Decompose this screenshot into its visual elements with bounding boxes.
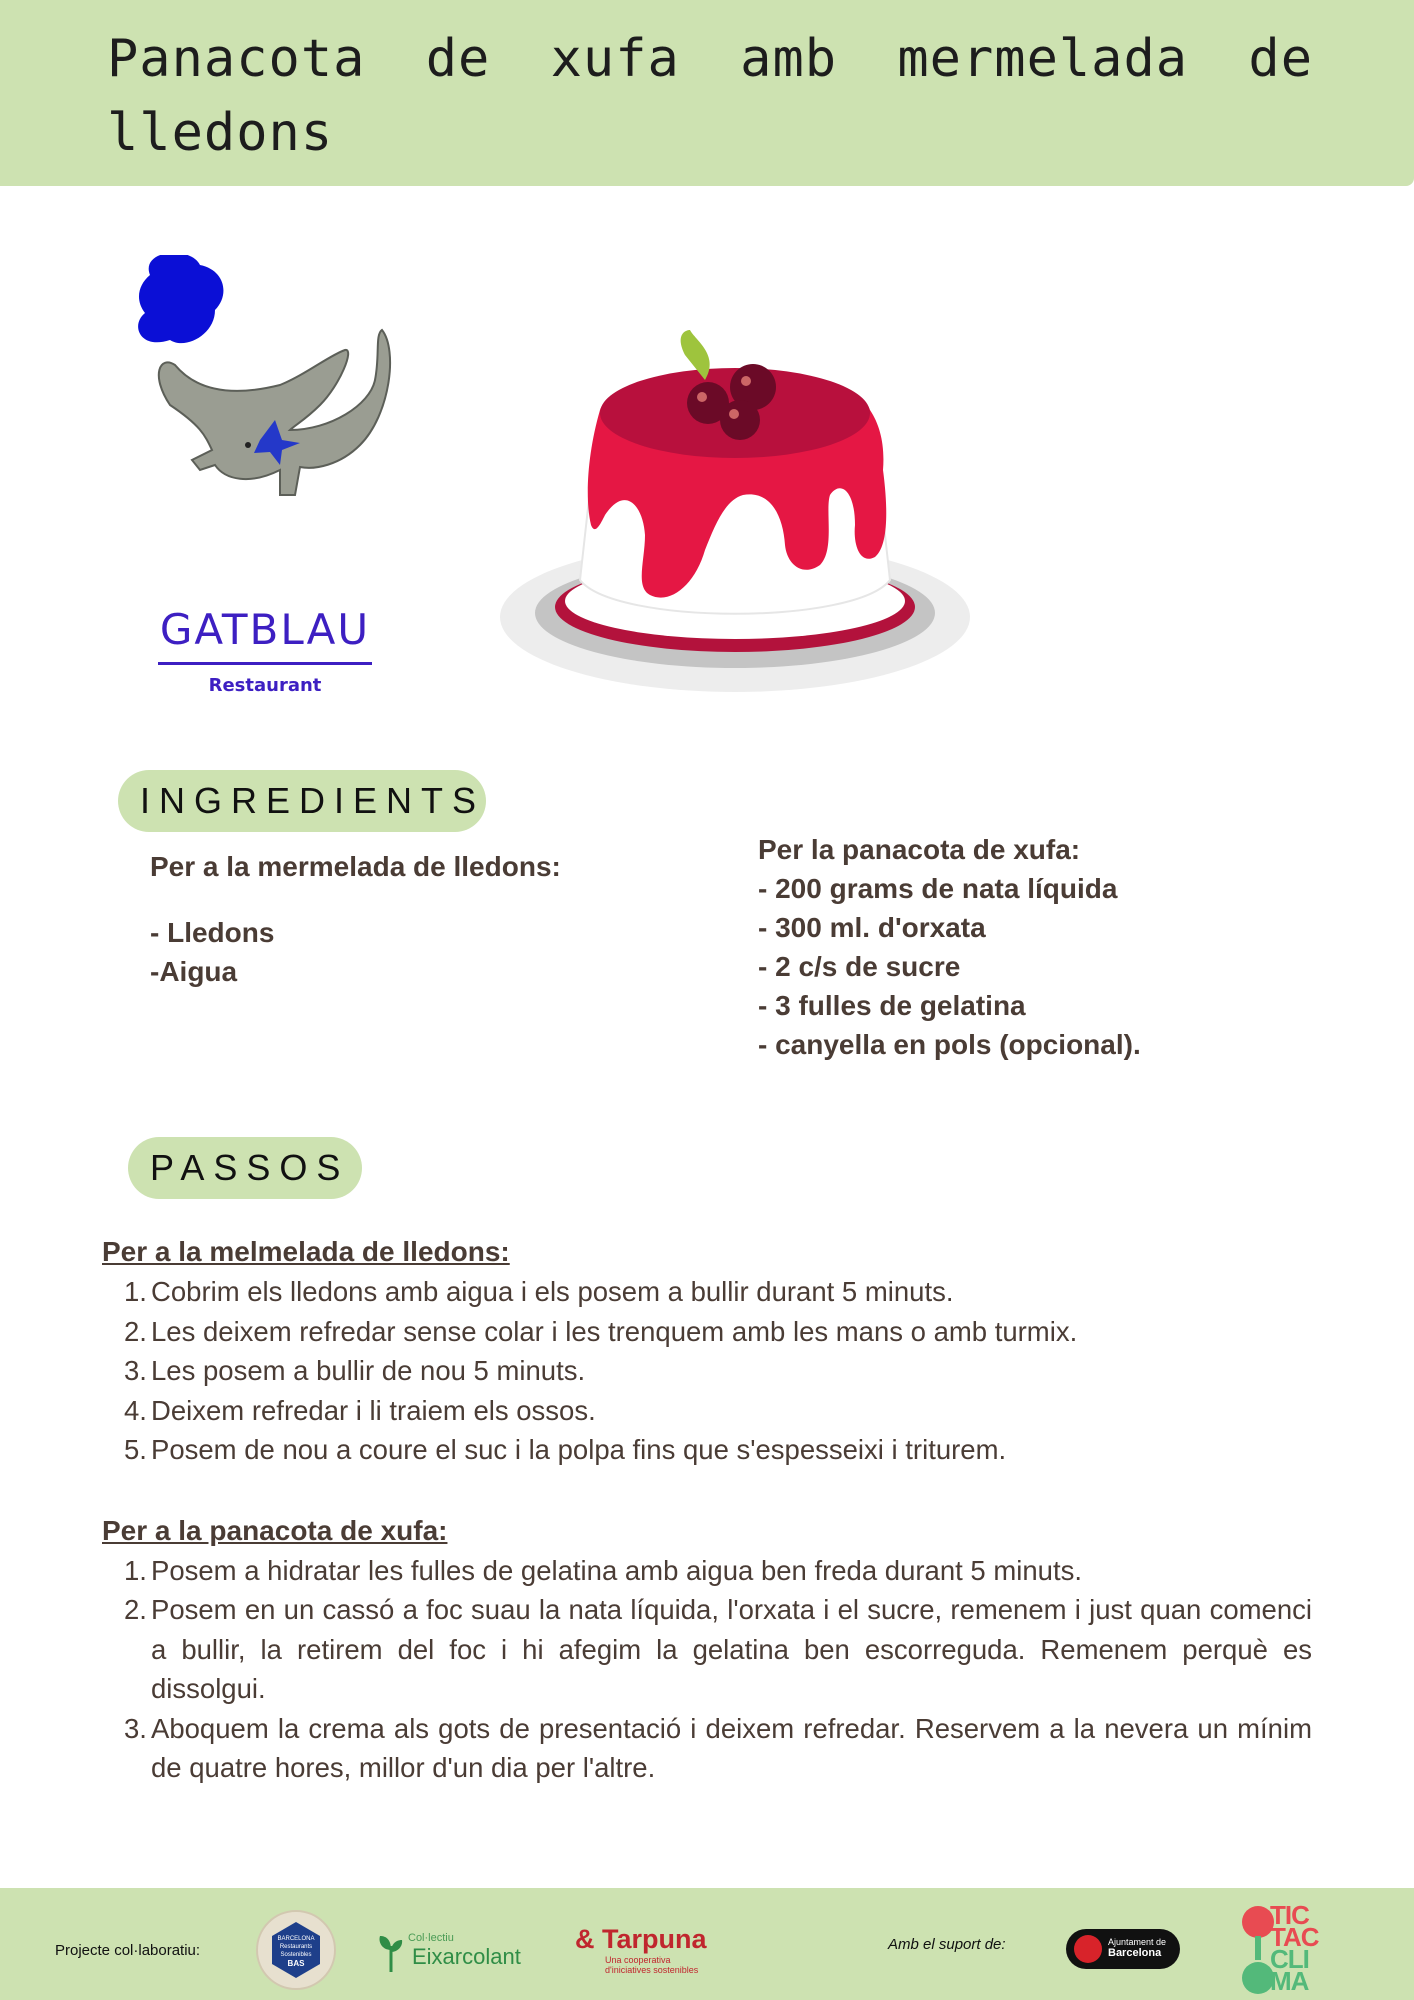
eixarcolant-small: Col·lectiu	[408, 1932, 454, 1944]
tictac-line3: CLI	[1270, 1944, 1309, 1974]
ingredient-item: - canyella en pols (opcional).	[758, 1029, 1141, 1060]
ingredient-item: -Aigua	[150, 956, 238, 987]
ingredient-item: - 300 ml. d'orxata	[758, 912, 986, 943]
tictac-line2: TAC	[1270, 1922, 1319, 1952]
gatblau-cat-illustration	[130, 255, 400, 595]
barcelona-shield-icon	[1074, 1935, 1102, 1963]
steps-panacota-title: Per a la panacota de xufa:	[102, 1514, 448, 1546]
gatblau-logo	[130, 255, 400, 705]
steps-jam-title: Per a la melmelada de lledons:	[102, 1236, 510, 1267]
bas-logo	[256, 1910, 336, 1990]
ajuntament-barcelona-logo	[1066, 1929, 1180, 1969]
logo-underline	[158, 662, 372, 665]
ingredient-item: - Lledons	[150, 917, 275, 948]
step-item: 2. Posem en un cassó a foc suau la nata líquida, l'orxata i el sucre, remenem i just quan comenci a bullir, la retirem del foc i hi afegim la gelatina ben escorreguda. Remenem perquè es dissolgui.	[124, 1594, 1312, 1704]
eixarcolant-name: Eixarcolant	[412, 1944, 521, 1969]
tarpuna-name: & Tarpuna	[575, 1924, 707, 1954]
ingredient-item: - 3 fulles de gelatina	[758, 990, 1026, 1021]
ajuntament-line1: Ajuntament de	[1108, 1937, 1167, 1947]
step-item: 3. Les posem a bullir de nou 5 minuts.	[124, 1355, 586, 1386]
tarpuna-logo	[575, 1924, 707, 1975]
bas-line2: Restaurants	[279, 1944, 313, 1950]
step-item: 3. Aboquem la crema als gots de presentació i deixem refredar. Reservem a la nevera un mínim de quatre hores, millor d'un dia per l'altre.	[124, 1712, 1312, 1783]
step-item: 5. Posem de nou a coure el suc i la polpa fins que s'espesseixi i triturem.	[124, 1434, 1007, 1465]
ajuntament-line2: Barcelona	[1108, 1947, 1162, 1959]
tictac-line1: TIC	[1270, 1900, 1309, 1930]
ingredients-panacota-title: Per la panacota de xufa:	[758, 834, 1081, 865]
ingredients-panacota-column	[758, 830, 1141, 1064]
panacota-illustration	[495, 325, 975, 700]
steps-jam-list	[102, 1272, 1312, 1470]
page-title: Panacota de xufa amb mermelada de lledons	[107, 29, 1313, 163]
header-banner	[0, 0, 1414, 186]
collab-label: Projecte col·laboratiu:	[55, 1942, 201, 1959]
step-item: 1. Cobrim els lledons amb aigua i els posem a bullir durant 5 minuts.	[124, 1276, 954, 1307]
tarpuna-tagline1: Una cooperativa	[605, 1955, 671, 1965]
sprout-icon	[378, 1932, 404, 1972]
tarpuna-tagline2: d'iniciatives sostenibles	[605, 1965, 699, 1975]
ingredients-jam-title: Per a la mermelada de lledons:	[150, 851, 561, 882]
steps-heading: PASSOS	[128, 1137, 362, 1199]
eixarcolant-logo	[378, 1932, 521, 1976]
step-item: 1. Posem a hidratar les fulles de gelatina amb aigua ben freda durant 5 minuts.	[124, 1554, 1082, 1586]
ingredient-item: - 2 c/s de sucre	[758, 951, 961, 982]
bas-line4: BAS	[287, 1959, 305, 1968]
restaurant-name: GATBLAU	[159, 605, 371, 654]
ingredients-heading: INGREDIENTS	[118, 770, 486, 832]
ingredient-item: - 200 grams de nata líquida	[758, 873, 1118, 904]
ingredients-jam-column	[150, 847, 561, 991]
bas-line1: BARCELONA	[277, 1936, 315, 1942]
support-label: Amb el suport de:	[888, 1936, 1006, 1953]
bas-line3: Sostenibles	[280, 1952, 312, 1958]
steps-panacota-list	[102, 1551, 1312, 1788]
footer-banner	[0, 1888, 1414, 2000]
restaurant-subtitle: Restaurant	[208, 675, 322, 696]
tictac-line4: MA	[1270, 1966, 1309, 1996]
tictacclima-logo	[1240, 1900, 1330, 1996]
steps-section	[102, 1232, 1312, 1788]
step-item: 2. Les deixem refredar sense colar i les trenquem amb les mans o amb turmix.	[124, 1315, 1078, 1347]
step-item: 4. Deixem refredar i li traiem els ossos.	[124, 1394, 596, 1426]
